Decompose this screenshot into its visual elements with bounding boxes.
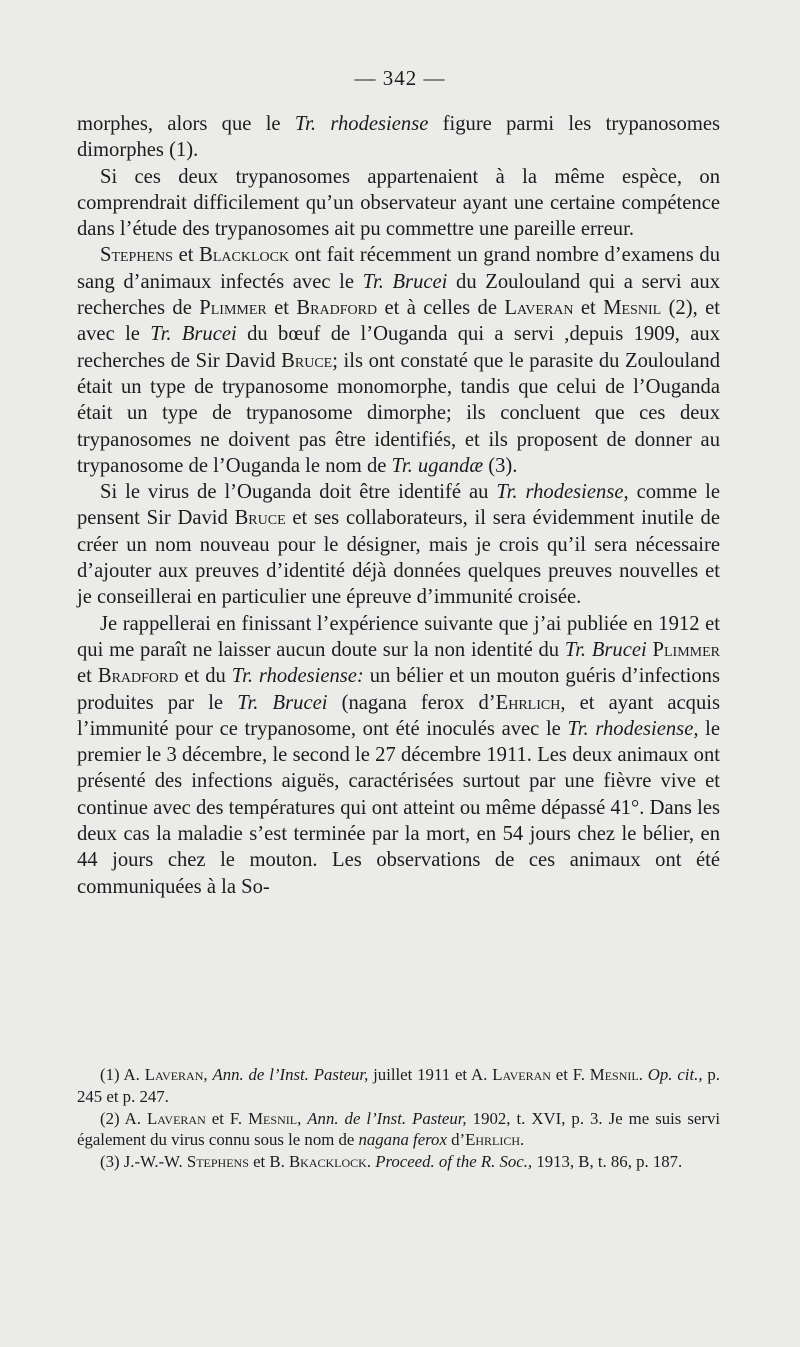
text-run: morphes, alors que le xyxy=(77,113,295,135)
small-caps-run: Mesnil xyxy=(248,1108,298,1128)
small-caps-run: Laveran xyxy=(144,1065,204,1084)
small-caps-run: Laveran xyxy=(504,297,574,320)
text-run: un bélier et un mouton guéris d’infections produites par le xyxy=(77,665,720,714)
text-run: et du xyxy=(178,665,232,688)
footnote-1 xyxy=(77,1064,720,1108)
italic-run: Tr. Brucei xyxy=(150,323,237,346)
text-run: et xyxy=(573,297,604,320)
paragraph xyxy=(77,164,720,243)
text-run: . xyxy=(366,1152,376,1172)
text-run: et xyxy=(172,244,200,267)
text-run: 1902, t. XVI, p. 3. Je me suis servi également du virus connu sous le nom de xyxy=(77,1108,720,1150)
italic-run: Tr. ugandæ xyxy=(391,454,484,477)
text-run: , xyxy=(297,1108,308,1128)
text-run: ont fait récemment un grand nombre d’examens du sang d’animaux infectés avec le xyxy=(77,244,720,293)
italic-run: Tr. Brucei xyxy=(564,638,647,661)
paragraph xyxy=(77,111,720,164)
small-caps-run: Mesnil xyxy=(589,1065,639,1084)
text-run: Si le virus de l’Ouganda doit être identifé au xyxy=(100,481,497,504)
text-run: du Zoulouland qui a servi aux recherches de xyxy=(77,270,720,320)
small-caps-run: Blacklock xyxy=(199,244,290,267)
text-run: et F. xyxy=(550,1065,590,1084)
small-caps-run: Stephens xyxy=(186,1152,249,1172)
text-run: (3) J.-W.-W. xyxy=(100,1152,187,1172)
small-caps-run: Ehrlich xyxy=(465,1130,521,1150)
italic-run: Proceed. of the R. Soc., xyxy=(375,1152,533,1172)
paragraph xyxy=(77,479,720,610)
text-run: (1) A. xyxy=(100,1065,145,1084)
text-run: du bœuf de l’Ouganda qui a servi ,depuis 1909, aux recherches de Sir David xyxy=(77,323,720,372)
italic-run: Ann. de l’Inst. Pasteur, xyxy=(212,1065,369,1084)
text-run: Je rappellerai en finissant l’expérience suivante que j’ai publiée en 1912 et qui me paraît ne laisser aucun doute sur la non identité du xyxy=(77,612,720,661)
italic-run: Tr. Brucei xyxy=(237,691,328,714)
text-run: et B. xyxy=(248,1152,289,1172)
paragraph xyxy=(77,242,720,479)
small-caps-run: Bruce xyxy=(234,507,286,530)
small-caps-run: Stephens xyxy=(100,244,173,267)
paragraph xyxy=(77,611,720,900)
footnotes xyxy=(77,1064,720,1173)
italic-run: Op. cit., xyxy=(647,1065,703,1084)
small-caps-run: Ehrlich xyxy=(495,691,561,714)
text-run: et xyxy=(77,665,98,688)
small-caps-run: Laveran xyxy=(147,1108,206,1128)
text-run: p. 245 et p. 247. xyxy=(77,1065,720,1106)
footnote-2 xyxy=(77,1108,720,1152)
italic-run: Tr. rhodesiense xyxy=(294,113,429,135)
small-caps-run: Plimmer xyxy=(199,297,267,320)
main-text xyxy=(77,111,720,900)
text-run: Si ces deux trypanosomes appartenaient à la même espèce, on comprendrait difficilement qu’un observateur ayant une certaine compétence dans l’étude des trypanosomes ait pu commettre une pareille erreur. xyxy=(77,165,720,241)
text-run: (3). xyxy=(483,454,518,477)
text-run: le premier le 3 décembre, le second le 27 décembre 1911. Les deux animaux ont présenté des infections aiguës, caractérisées surtout par une fièvre vive et continue avec des températures qui ont atteint ou même dépassé 41°. Dans les deux cas la maladie s’est terminée par la mort, en 54 jours chez le bélier, en 44 jours chez le mouton. Les observations de ces animaux ont été communiquées à la So- xyxy=(77,717,720,898)
text-run: (2), et avec le xyxy=(77,297,720,346)
text-run: et F. xyxy=(205,1108,249,1128)
footnote-3 xyxy=(77,1151,720,1173)
text-run: et à celles de xyxy=(377,297,505,320)
small-caps-run: Laveran xyxy=(492,1065,551,1084)
text-run: 1913, B, t. 86, p. 187. xyxy=(532,1152,683,1172)
text-run: d’ xyxy=(446,1130,466,1150)
small-caps-run: Bruce xyxy=(281,349,333,372)
text-run: ; ils ont constaté que le parasite du Zoulouland était un type de trypanosome monomorphe, tandis que celui de l’Ouganda était un type de trypanosome dimorphe; ils concluent que ces deux trypanosomes ne doivent pas être identifiés, et ils proposent de donner au trypanosome de l’Ouganda le nom de xyxy=(77,349,721,477)
text-run: comme le pensent Sir David xyxy=(77,481,720,530)
italic-run: Tr. rhodesiense: xyxy=(231,665,364,688)
text-run: , xyxy=(203,1065,213,1084)
small-caps-run: Bradford xyxy=(296,297,378,320)
page-number: — 342 — xyxy=(354,66,446,90)
text-run: et xyxy=(266,297,297,320)
small-caps-run: Mesnil xyxy=(603,297,662,320)
text-run: . xyxy=(520,1130,525,1150)
italic-run: Tr. Brucei xyxy=(362,270,448,293)
small-caps-run: Bkacklock xyxy=(288,1152,367,1172)
text-run: figure parmi les trypanosomes dimorphes (1). xyxy=(77,113,720,162)
text-run: . xyxy=(638,1065,648,1084)
text-run: et ses collaborateurs, il sera évidemment inutile de créer un nom nouveau pour le désigner, mais je crois qu’il sera nécessaire d’ajouter aux preuves d’identité déjà données quelques preuves nouvelles et je conseillerai en particulier une épreuve d’immunité croisée. xyxy=(77,507,720,609)
text-run: juillet 1911 et A. xyxy=(368,1065,493,1084)
small-caps-run: Bradford xyxy=(97,665,179,688)
text-run: (nagana ferox d’ xyxy=(327,691,496,714)
italic-run: Ann. de l’Inst. Pasteur, xyxy=(307,1108,467,1128)
small-caps-run: Plimmer xyxy=(652,638,720,661)
italic-run: nagana ferox xyxy=(358,1130,447,1150)
text-run: (2) A. xyxy=(100,1108,148,1128)
italic-run: Tr. rhodesiense, xyxy=(496,481,629,504)
italic-run: Tr. rhodesiense, xyxy=(567,717,699,740)
text-run: , et ayant acquis l’immunité pour ce trypanosome, ont été inoculés avec le xyxy=(77,691,720,740)
